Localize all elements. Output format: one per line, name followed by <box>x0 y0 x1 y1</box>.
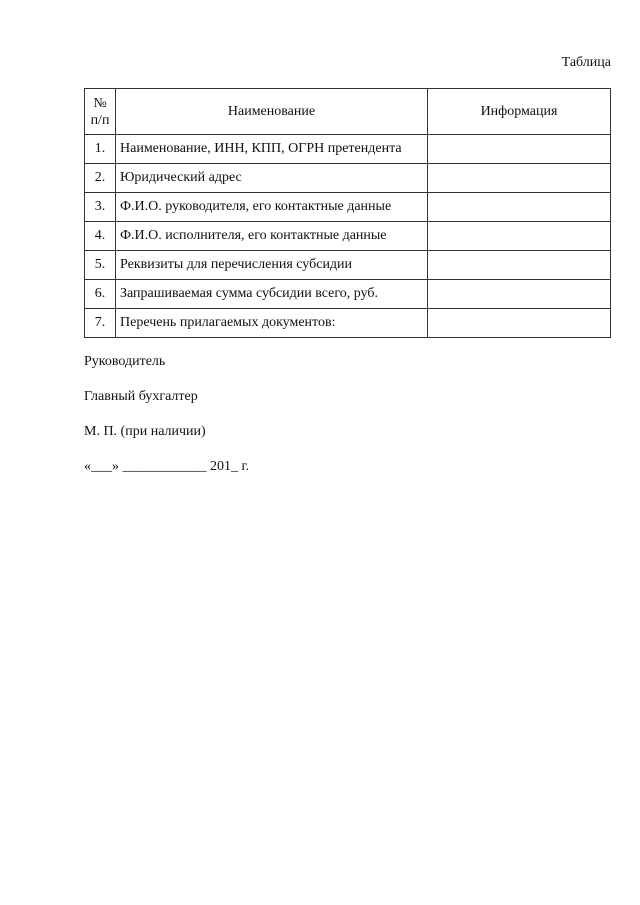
row-name: Юридический адрес <box>116 164 428 193</box>
header-number: № п/п <box>85 89 116 135</box>
table-row <box>85 193 611 222</box>
accountant-signature-label: Главный бухгалтер <box>84 389 198 404</box>
row-number: 2. <box>85 164 116 193</box>
head-signature-label: Руководитель <box>84 354 166 369</box>
row-number: 6. <box>85 280 116 309</box>
date-line: «___» ____________ 201_ г. <box>84 459 250 474</box>
row-name: Ф.И.О. исполнителя, его контактные данные <box>116 222 428 251</box>
row-name: Ф.И.О. руководителя, его контактные данные <box>116 193 428 222</box>
row-name: Перечень прилагаемых документов: <box>116 309 428 338</box>
table-header-row <box>85 89 611 135</box>
header-name: Наименование <box>116 89 428 135</box>
header-info: Информация <box>428 89 611 135</box>
row-name: Запрашиваемая сумма субсидии всего, руб. <box>116 280 428 309</box>
row-info[interactable] <box>428 251 611 280</box>
table-row <box>85 251 611 280</box>
row-info[interactable] <box>428 280 611 309</box>
row-number: 3. <box>85 193 116 222</box>
table-row <box>85 164 611 193</box>
table-row <box>85 222 611 251</box>
row-name: Реквизиты для перечисления субсидии <box>116 251 428 280</box>
row-number: 7. <box>85 309 116 338</box>
table-row <box>85 280 611 309</box>
table-caption: Таблица <box>561 55 611 70</box>
table-row <box>85 309 611 338</box>
row-info[interactable] <box>428 309 611 338</box>
row-number: 1. <box>85 135 116 164</box>
applicant-info-table <box>84 88 611 338</box>
row-number: 4. <box>85 222 116 251</box>
row-info[interactable] <box>428 222 611 251</box>
stamp-label: М. П. (при наличии) <box>84 424 206 439</box>
row-info[interactable] <box>428 135 611 164</box>
row-name: Наименование, ИНН, КПП, ОГРН претендента <box>116 135 428 164</box>
row-number: 5. <box>85 251 116 280</box>
table-row <box>85 135 611 164</box>
row-info[interactable] <box>428 164 611 193</box>
row-info[interactable] <box>428 193 611 222</box>
